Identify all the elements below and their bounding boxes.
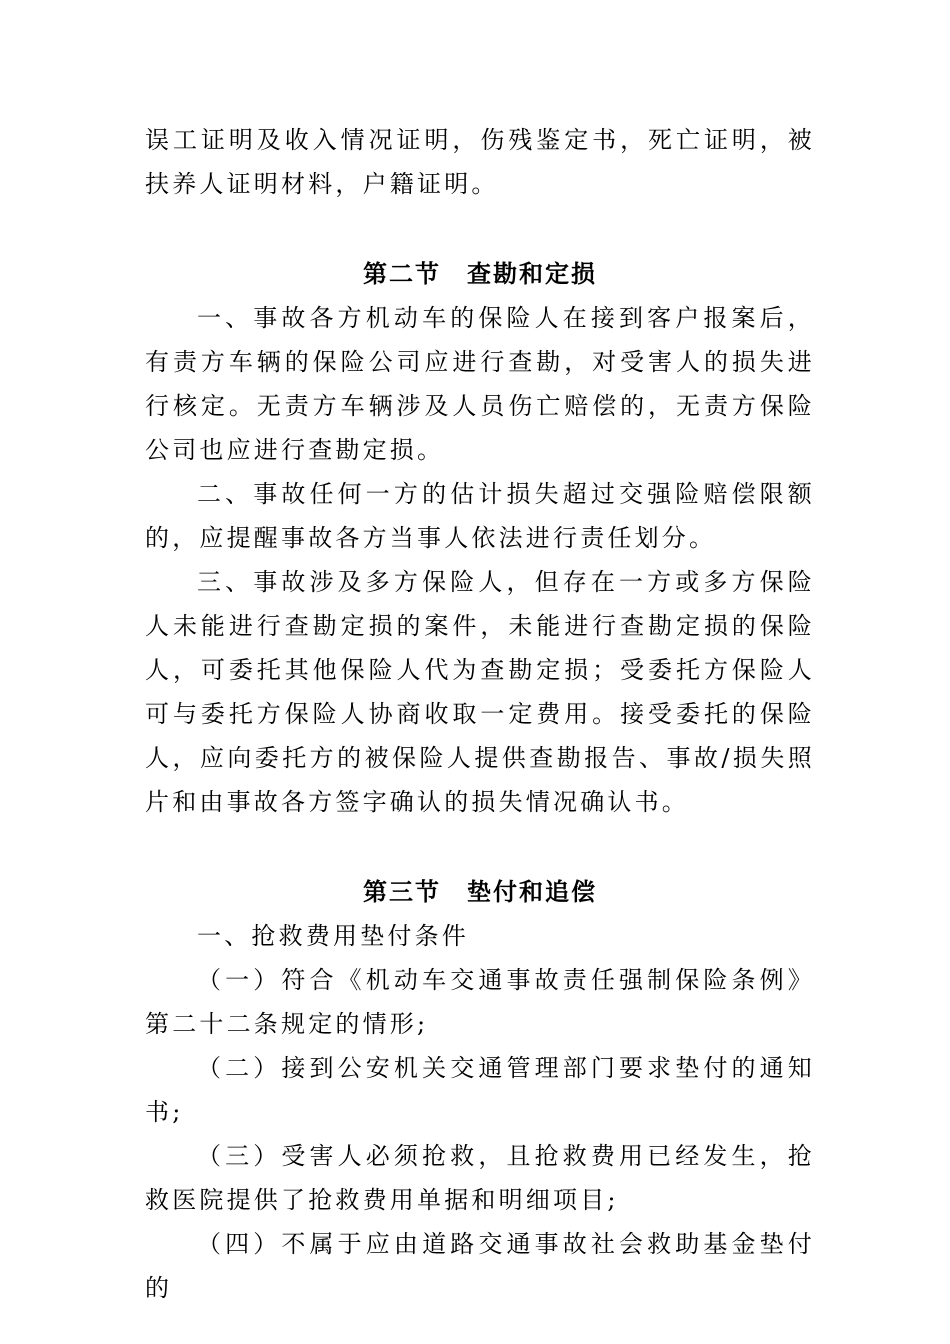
- section-heading-3: 第三节 垫付和追偿: [363, 877, 597, 906]
- spacer: [145, 824, 815, 870]
- section-heading-2: 第二节 查勘和定损: [363, 259, 597, 288]
- body-paragraph: 一、事故各方机动车的保险人在接到客户报案后，有责方车辆的保险公司应进行查勘，对受害人的损失进行核定。无责方车辆涉及人员伤亡赔偿的，无责方保险公司也应进行查勘定损。: [145, 304, 815, 464]
- body-paragraph: 误工证明及收入情况证明，伤残鉴定书，死亡证明，被扶养人证明材料，户籍证明。: [145, 126, 815, 198]
- body-paragraph: 二、事故任何一方的估计损失超过交强险赔偿限额的，应提醒事故各方当事人依法进行责任划分。: [145, 480, 815, 552]
- spacer: [145, 206, 815, 252]
- body-paragraph: （一）符合《机动车交通事故责任强制保险条例》第二十二条规定的情形;: [145, 966, 815, 1038]
- body-paragraph: 一、抢救费用垫付条件: [197, 922, 469, 950]
- body-paragraph: （二）接到公安机关交通管理部门要求垫付的通知书;: [145, 1054, 815, 1126]
- body-paragraph: （三）受害人必须抢救，且抢救费用已经发生，抢救医院提供了抢救费用单据和明细项目;: [145, 1142, 815, 1214]
- document-page: [145, 118, 815, 1310]
- body-paragraph: （四）不属于应由道路交通事故社会救助基金垫付的: [145, 1230, 815, 1302]
- body-paragraph: 三、事故涉及多方保险人，但存在一方或多方保险人未能进行查勘定损的案件，未能进行查勘定损的保险人，可委托其他保险人代为查勘定损；受委托方保险人可与委托方保险人协商收取一定费用。接受委托的保险人，应向委托方的被保险人提供查勘报告、事故/损失照片和由事故各方签字确认的损失情况确认书。: [145, 568, 815, 816]
